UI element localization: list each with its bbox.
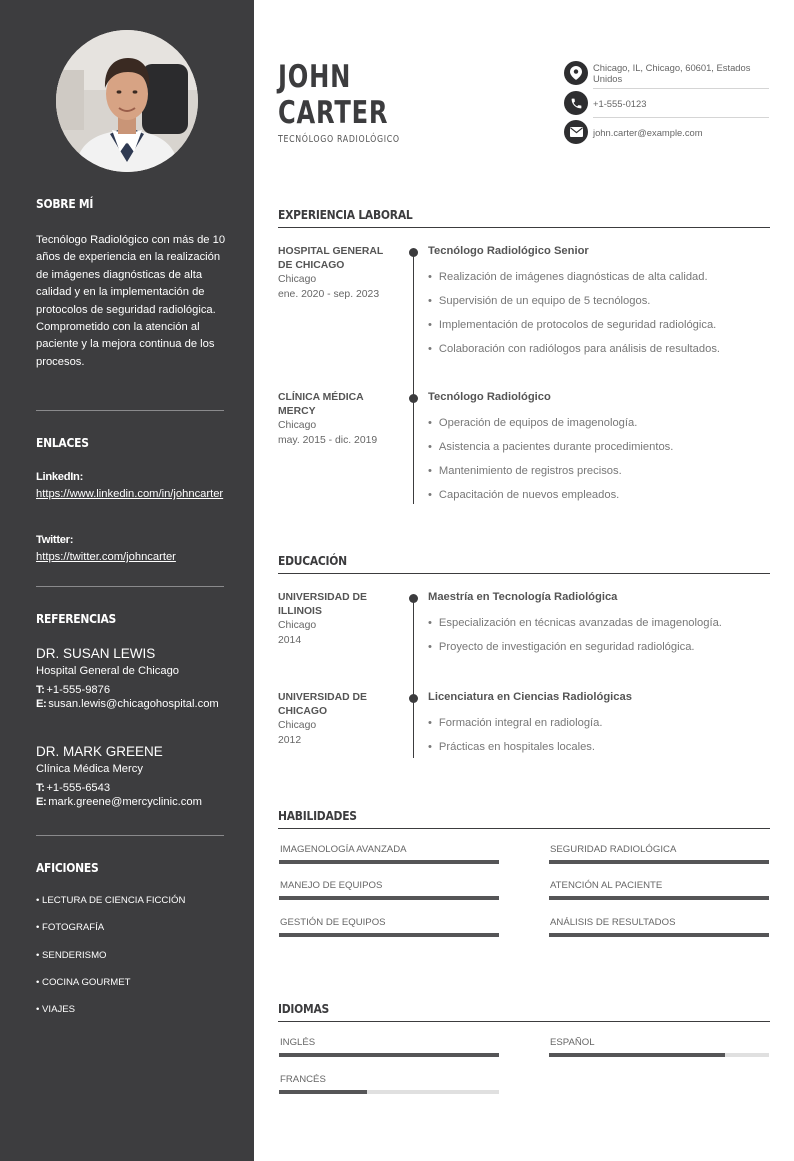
- section-rule: [278, 573, 770, 574]
- contact-email: [564, 120, 769, 144]
- reference-phone: +1-555-6543: [46, 782, 111, 794]
- employment-dates: may. 2015 - dic. 2019: [278, 434, 378, 446]
- address-text: Chicago, IL, Chicago, 60601, Estados Unidos: [593, 62, 751, 84]
- about-text: Tecnólogo Radiológico con más de 10 años de experiencia en la realización de imágenes diagnósticas de alta calidad y en la implementación de protocolos de seguridad radiológica. Comprometido con la atención al paciente y la mejora continua de los procesos.: [36, 234, 226, 368]
- divider: [593, 88, 769, 89]
- skill-label: IMAGENOLOGÍA AVANZADA: [280, 844, 407, 855]
- degree-bullet: • Proyecto de investigación en seguridad radiológica.: [428, 641, 695, 653]
- language-bar: [549, 1053, 769, 1057]
- degree-title: Maestría en Tecnología Radiológica: [428, 591, 618, 603]
- job-bullet: • Operación de equipos de imagenología.: [428, 417, 637, 429]
- sidebar: [0, 0, 254, 1161]
- skill-item: [549, 917, 769, 937]
- skill-bar-fill: [549, 860, 769, 864]
- section-rule: [278, 828, 770, 829]
- language-bar-fill: [549, 1053, 725, 1057]
- reference-phone: +1-555-9876: [46, 684, 111, 696]
- divider: [36, 586, 224, 587]
- links-heading: ENLACES: [36, 435, 89, 450]
- reference-item: [36, 645, 226, 711]
- section-rule: [278, 227, 770, 228]
- language-item: [279, 1037, 499, 1057]
- skill-label: ATENCIÓN AL PACIENTE: [550, 880, 663, 891]
- education-entry-meta: [278, 591, 396, 648]
- graduation-year: 2012: [278, 734, 302, 746]
- skill-item: [279, 880, 499, 900]
- divider: [36, 835, 224, 836]
- skill-bar-fill: [279, 896, 499, 900]
- skill-bar-fill: [279, 933, 499, 937]
- degree-title: Licenciatura en Ciencias Radiológicas: [428, 691, 632, 703]
- degree-bullet: • Especialización en técnicas avanzadas de imagenología.: [428, 617, 722, 629]
- employer-location: Chicago: [278, 274, 317, 285]
- reference-name: DR. MARK GREENE: [36, 744, 163, 759]
- skill-bar: [549, 933, 769, 937]
- skill-bar: [279, 933, 499, 937]
- school-location: Chicago: [278, 720, 317, 731]
- twitter-link[interactable]: https://twitter.com/johncarter: [36, 551, 176, 563]
- phone-label: T:: [36, 684, 45, 696]
- language-label: INGLÉS: [280, 1037, 316, 1048]
- reference-name: DR. SUSAN LEWIS: [36, 646, 156, 661]
- email-label: E:: [36, 796, 47, 808]
- skill-item: [549, 880, 769, 900]
- phone-label: T:: [36, 782, 45, 794]
- phone-text: +1-555-0123: [593, 97, 647, 109]
- reference-org: Hospital General de Chicago: [36, 665, 180, 677]
- language-bar-fill: [279, 1053, 499, 1057]
- job-role: Tecnólogo Radiológico Senior: [428, 245, 589, 257]
- reference-email: mark.greene@mercyclinic.com: [48, 796, 202, 808]
- hobby-item: • FOTOGRAFÍA: [36, 922, 105, 933]
- email-text[interactable]: john.carter@example.com: [593, 126, 703, 138]
- skill-item: [279, 844, 499, 864]
- skill-bar: [279, 896, 499, 900]
- school-name: UNIVERSIDAD DE ILLINOIS: [278, 592, 367, 617]
- reference-email: susan.lewis@chicagohospital.com: [48, 698, 219, 710]
- skill-bar: [549, 896, 769, 900]
- job-bullet: • Implementación de protocolos de seguridad radiológica.: [428, 319, 716, 331]
- hobby-item: • COCINA GOURMET: [36, 977, 131, 988]
- envelope-icon: [564, 120, 588, 144]
- divider: [36, 410, 224, 411]
- timeline-dot: [409, 394, 418, 403]
- contact-address: [564, 61, 769, 85]
- linkedin-link[interactable]: https://www.linkedin.com/in/johncarter: [36, 488, 224, 500]
- employer-name: CLÍNICA MÉDICA MERCY: [278, 392, 364, 417]
- timeline-line: [413, 251, 414, 504]
- job-bullet: • Realización de imágenes diagnósticas de alta calidad.: [428, 271, 708, 283]
- education-heading: EDUCACIÓN: [278, 553, 347, 568]
- email-label: E:: [36, 698, 47, 710]
- job-bullet: • Supervisión de un equipo de 5 tecnólogos.: [428, 295, 650, 307]
- contact-phone: [564, 91, 769, 115]
- linkedin-label: LinkedIn:: [36, 471, 84, 483]
- about-heading: SOBRE MÍ: [36, 196, 94, 211]
- skill-label: SEGURIDAD RADIOLÓGICA: [550, 844, 677, 855]
- job-role: Tecnólogo Radiológico: [428, 391, 551, 403]
- section-rule: [278, 1021, 770, 1022]
- employer-name: HOSPITAL GENERAL DE CHICAGO: [278, 246, 384, 271]
- hobby-item: • SENDERISMO: [36, 950, 107, 961]
- education-entry-meta: [278, 691, 396, 748]
- phone-icon: [564, 91, 588, 115]
- school-location: Chicago: [278, 620, 317, 631]
- skills-heading: HABILIDADES: [278, 808, 357, 823]
- graduation-year: 2014: [278, 634, 302, 646]
- divider: [593, 117, 769, 118]
- employer-location: Chicago: [278, 420, 317, 431]
- language-item: [549, 1037, 769, 1057]
- skill-bar-fill: [549, 933, 769, 937]
- twitter-label: Twitter:: [36, 534, 74, 546]
- timeline-dot: [409, 694, 418, 703]
- school-name: UNIVERSIDAD DE CHICAGO: [278, 692, 367, 717]
- job-bullet: • Colaboración con radiólogos para análisis de resultados.: [428, 343, 720, 355]
- skill-bar-fill: [549, 896, 769, 900]
- language-bar: [279, 1090, 499, 1094]
- skill-label: ANÁLISIS DE RESULTADOS: [550, 917, 676, 928]
- language-label: ESPAÑOL: [550, 1037, 595, 1048]
- map-pin-icon: [564, 61, 588, 85]
- experience-heading: EXPERIENCIA LABORAL: [278, 207, 413, 222]
- reference-org: Clínica Médica Mercy: [36, 763, 143, 775]
- experience-entry-meta: [278, 391, 396, 448]
- references-heading: REFERENCIAS: [36, 611, 117, 626]
- first-name: JOHN: [278, 59, 352, 95]
- degree-bullet: • Prácticas en hospitales locales.: [428, 741, 595, 753]
- skill-label: MANEJO DE EQUIPOS: [280, 880, 383, 891]
- skill-bar: [549, 860, 769, 864]
- degree-bullet: • Formación integral en radiología.: [428, 717, 602, 729]
- skill-bar-fill: [279, 860, 499, 864]
- reference-item: [36, 743, 226, 809]
- timeline-dot: [409, 594, 418, 603]
- skill-item: [549, 844, 769, 864]
- language-bar: [279, 1053, 499, 1057]
- language-label: FRANCÉS: [280, 1074, 326, 1085]
- last-name: CARTER: [278, 95, 389, 131]
- hobby-item: • VIAJES: [36, 1004, 76, 1015]
- language-bar-fill: [279, 1090, 367, 1094]
- skill-label: GESTIÓN DE EQUIPOS: [280, 917, 386, 928]
- job-bullet: • Asistencia a pacientes durante procedimientos.: [428, 441, 673, 453]
- job-title: TECNÓLOGO RADIOLÓGICO: [278, 134, 400, 145]
- job-bullet: • Mantenimiento de registros precisos.: [428, 465, 622, 477]
- hobbies-heading: AFICIONES: [36, 860, 99, 875]
- language-item: [279, 1074, 499, 1094]
- hobby-item: • LECTURA DE CIENCIA FICCIÓN: [36, 895, 186, 906]
- profile-photo: [56, 30, 198, 172]
- languages-heading: IDIOMAS: [278, 1001, 330, 1016]
- experience-entry-meta: [278, 245, 396, 302]
- timeline-line: [413, 597, 414, 758]
- job-bullet: • Capacitación de nuevos empleados.: [428, 489, 619, 501]
- timeline-dot: [409, 248, 418, 257]
- skill-bar: [279, 860, 499, 864]
- employment-dates: ene. 2020 - sep. 2023: [278, 288, 380, 300]
- skill-item: [279, 917, 499, 937]
